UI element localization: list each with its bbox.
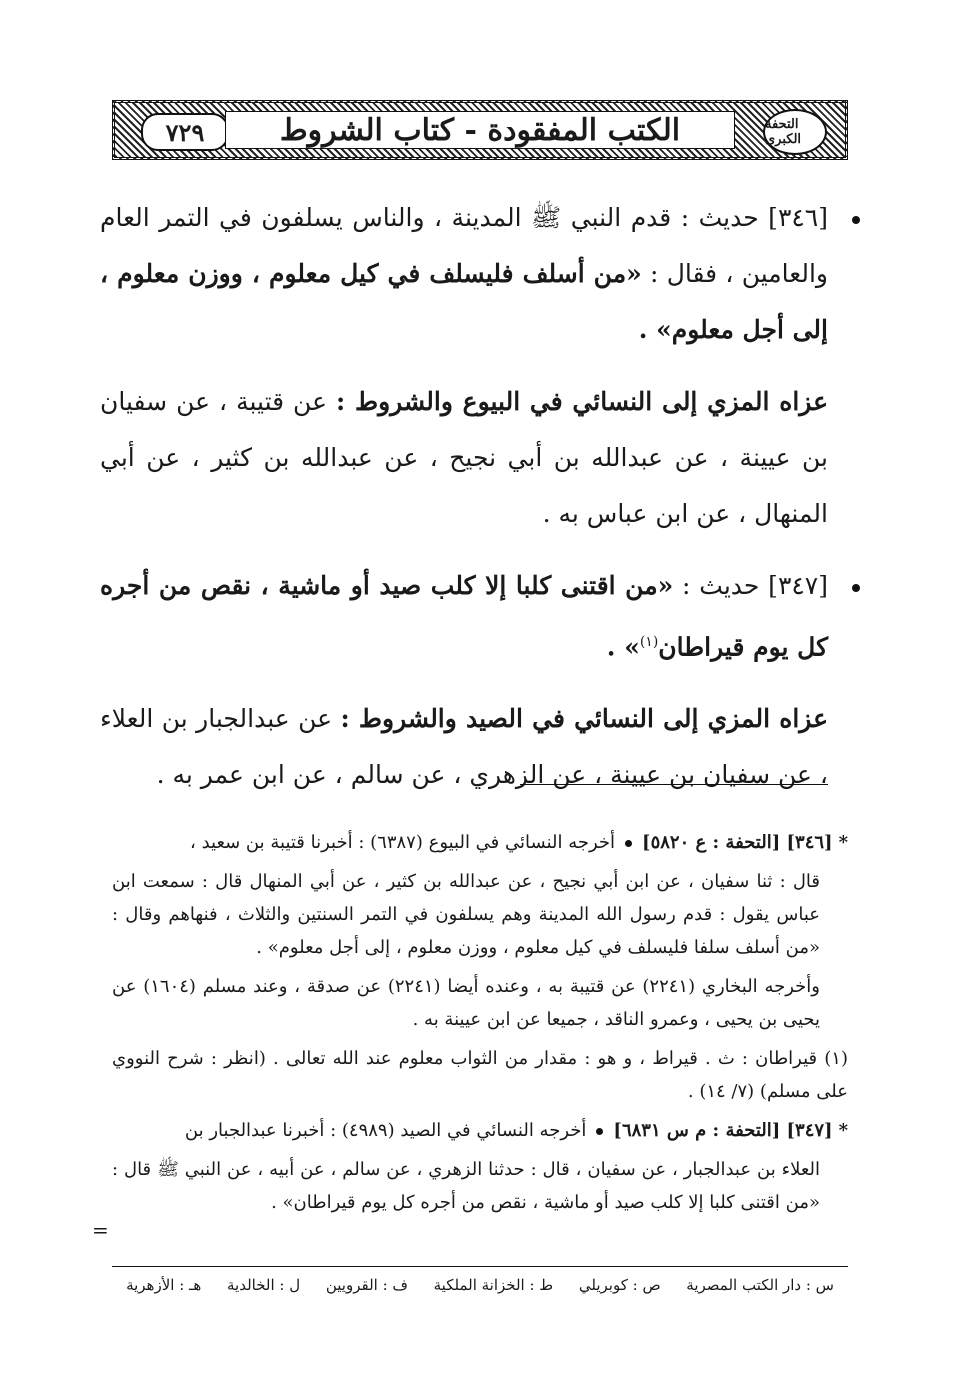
hadith-entry-347 [100,558,852,675]
footnotes [112,826,848,1225]
note-346-bukhari: وأخرجه البخاري (٢٢٤١) عن قتيبة به ، وعنده أيضا (٢٢٤١) عن صدقة ، وعند مسلم (١٦٠٤) عن يحيى بن يحيى ، وعمرو الناقد ، جميعا عن ابن عيينة به . [112,976,821,1030]
header-title-box [225,111,735,149]
page-number: ٧٢٩ [141,113,229,151]
manuscript-legend [112,1270,848,1300]
footnote-1: (١) قيراطان : ث . قيراط ، و هو : مقدار من الثواب معلوم عند الله تعالى . (انظر : شرح النووي على مسلم) (٧/ ١٤) . [112,1048,848,1102]
hadith-text: «من اقتنى كلبا إلا كلب صيد أو ماشية ، نقص من أجره كل يوم قيراطان [100,571,828,662]
continuation-mark: = [92,1218,109,1242]
legend-divider [112,1266,848,1267]
attribution-lead: عزاه المزي إلى النسائي في الصيد والشروط : [340,704,828,734]
attribution-chain: عن قتيبة ، عن سفيان بن عيينة ، عن عبدالله بن أبي نجيح ، عن عبدالله بن كثير ، عن أبي المنهال ، عن ابن عباس به . [100,387,828,528]
page-header-banner [112,100,848,160]
note-346-continued: قال : ثنا سفيان ، عن ابن أبي نجيح ، عن عبدالله بن كثير ، عن أبي المنهال قال : سمعت ابن عباس يقول : قدم رسول الله المدينة وهم يسلفون في التمر السنتين والثلاث ، فنهاهم وقال : «من أسلف سلفا فليسلف في كيل معلوم ، ووزن معلوم ، إلى أجل معلوم» . [112,871,820,958]
hadith-paragraph [100,558,828,675]
legend-item: هـ : الأزهرية [126,1276,202,1294]
emblem-seal: التحفة الكبرى [763,109,827,155]
note-text: أخرجه النسائي في البيوع (٦٣٨٧) : أخبرنا قتيبة بن سعيد ، [190,832,616,853]
note-347 [112,1114,848,1147]
bullet-icon [625,840,632,847]
legend-item: ط : الخزانة الملكية [433,1276,554,1294]
bullet-icon [596,1128,603,1135]
note-head: [٣٤٧] [التحفة : م س ٦٨٣١] [613,1120,833,1141]
hadith-context: قدم النبي ﷺ المدينة ، والناس يسلفون في التمر العام والعامين ، فقال : [100,203,828,288]
note-text: أخرجه النسائي في الصيد (٤٩٨٩) : أخبرنا عبدالجبار بن [184,1120,587,1141]
note-347-continued: العلاء بن عبدالجبار ، عن سفيان ، قال : حدثنا الزهري ، عن سالم ، عن أبيه ، عن النبي ﷺ قال : «من اقتنى كلبا إلا كلب صيد أو ماشية ، نقص من أجره كل يوم قيراطان» . [112,1159,820,1213]
attribution-chain: عن عبدالجبار بن العلاء ، عن سفيان بن عيينة ، عن الزهري ، عن سالم ، عن ابن عمر به . [100,704,828,790]
legend-item: س : دار الكتب المصرية [686,1276,834,1294]
attribution-347 [100,691,852,803]
asterisk-icon: * [838,1120,848,1141]
footnote-divider [520,784,828,785]
hadith-text: «من أسلف فليسلف في كيل معلوم ، ووزن معلوم ، إلى أجل معلوم» . [100,259,828,344]
note-346 [112,826,848,859]
bullet-icon [852,584,860,592]
attribution-lead: عزاه المزي إلى النسائي في البيوع والشروط : [336,387,828,416]
note-head: [٣٤٦] [التحفة : ع ٥٨٢٠] [642,832,833,853]
attribution-346 [100,374,852,542]
bullet-icon [852,216,860,224]
hadith-entry-346 [100,190,852,358]
asterisk-icon: * [838,832,848,853]
hadith-label: [٣٤٧] حديث : [682,571,828,600]
hadith-label: [٣٤٦] حديث : [680,203,829,232]
legend-item: ل : الخالدية [227,1276,301,1294]
legend-item: ص : كوبريلي [578,1276,661,1294]
hadith-paragraph [100,190,828,358]
main-text [100,190,852,819]
legend-item: ف : القرويين [325,1276,408,1294]
hadith-tail: » . [606,632,640,662]
running-title: الكتب المفقودة - كتاب الشروط [279,112,681,148]
footnote-reference[interactable]: (١) [639,634,659,650]
